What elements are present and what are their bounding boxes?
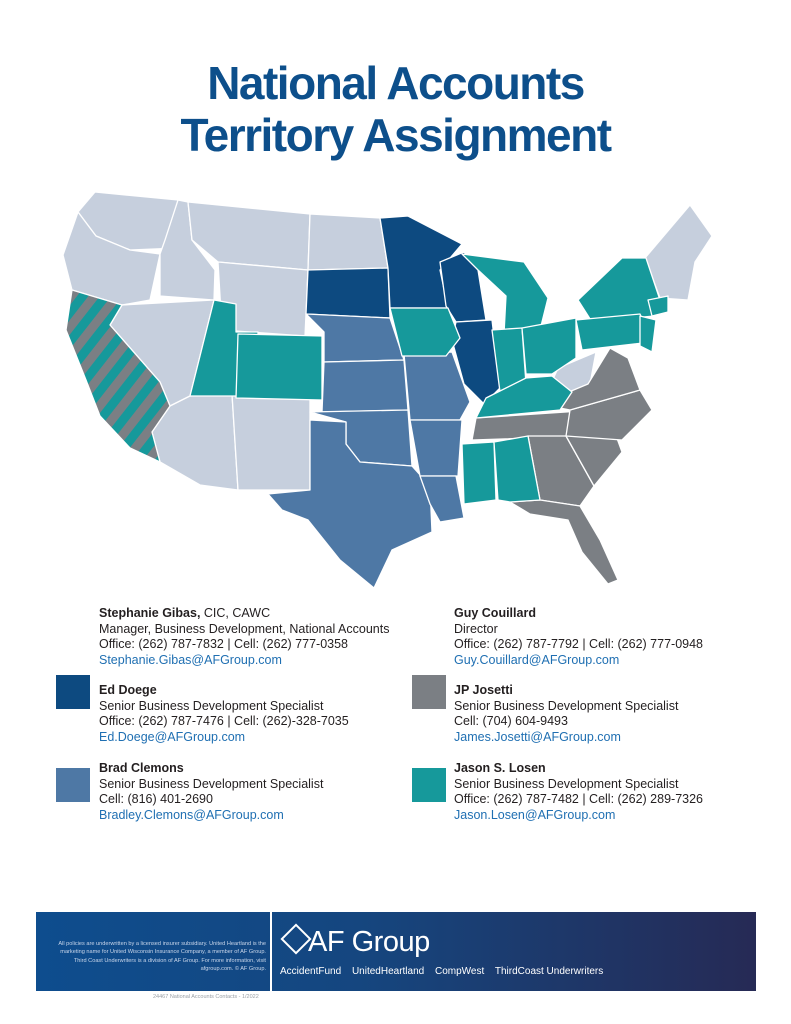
contact-guy-couillard: [454, 606, 703, 668]
subsidiary-logos: [280, 966, 611, 977]
compwest-logo: CompWest: [434, 966, 485, 977]
state-fl: [510, 500, 618, 584]
state-ny: [578, 258, 660, 322]
footer-divider: [270, 912, 272, 991]
footer-banner: [36, 912, 756, 991]
state-ia: [390, 308, 460, 356]
color-swatch-jp-josetti: [412, 675, 446, 709]
state-ks: [322, 360, 408, 412]
contact-role: Senior Business Development Specialist: [454, 776, 679, 791]
contact-phone: Office: (262) 787-7482 | Cell: (262) 289-7326: [454, 792, 703, 807]
contact-phone: Cell: (816) 401-2690: [99, 792, 213, 807]
third-coast-logo: ThirdCoast Underwriters: [494, 966, 604, 977]
state-nj: [640, 316, 656, 352]
af-group-brand: AF Group: [308, 926, 430, 958]
contact-name: Brad Clemons: [99, 761, 184, 775]
page-title-line-1: National Accounts: [207, 57, 584, 109]
contact-phone: Office: (262) 787-7792 | Cell: (262) 777-0948: [454, 637, 703, 652]
document-code: 24467 National Accounts Contacts - 1/2022: [153, 994, 259, 1000]
contact-name: Guy Couillard: [454, 606, 536, 620]
contact-email[interactable]: Ed.Doege@AFGroup.com: [99, 729, 246, 744]
contact-email[interactable]: James.Josetti@AFGroup.com: [454, 729, 621, 744]
contact-role: Senior Business Development Specialist: [454, 698, 679, 713]
footer-disclaimer: All policies are underwritten by a licensed insurer subsidiary. United Heartland is the marketing name for United Wisconsin Insurance Company, a member of AF Group. Third Coast Underwriters is a division of AF Group. For more information, visit afgroup.com. © AF Group.: [58, 941, 266, 973]
state-nd: [308, 214, 388, 270]
state-ms: [462, 442, 496, 504]
contact-email[interactable]: Jason.Losen@AFGroup.com: [454, 807, 616, 822]
state-sd: [306, 268, 390, 318]
contact-phone: Office: (262) 787-7476 | Cell: (262)-328-7035: [99, 714, 349, 729]
contact-jp-josetti: [454, 683, 678, 745]
state-ct: [648, 296, 668, 316]
page-title-line-2: Territory Assignment: [180, 109, 611, 161]
state-nm: [232, 394, 310, 490]
contact-name: JP Josetti: [454, 683, 513, 697]
contact-phone: Cell: (704) 604-9493: [454, 714, 568, 729]
contact-phone: Office: (262) 787-7832 | Cell: (262) 777-0358: [99, 637, 348, 652]
contact-email[interactable]: Guy.Couillard@AFGroup.com: [454, 652, 620, 667]
af-group-diamond-logo-icon: [280, 923, 311, 954]
contact-stephanie-gibas: [99, 606, 389, 668]
contact-credentials: CIC, CAWC: [200, 606, 271, 620]
contact-name: Jason S. Losen: [454, 761, 546, 775]
state-ar: [410, 420, 462, 476]
contact-email[interactable]: Stephanie.Gibas@AFGroup.com: [99, 652, 282, 667]
contact-role: Manager, Business Development, National Accounts: [99, 621, 390, 636]
contact-jason-losen: [454, 761, 703, 823]
contact-ed-doege: [99, 683, 349, 745]
united-heartland-logo: UnitedHeartland: [351, 966, 425, 977]
color-swatch-brad-clemons: [56, 768, 90, 802]
contact-brad-clemons: [99, 761, 323, 823]
color-swatch-ed-doege: [56, 675, 90, 709]
accident-fund-logo: AccidentFund: [280, 966, 342, 977]
color-swatch-jason-losen: [412, 768, 446, 802]
contact-email[interactable]: Bradley.Clemons@AFGroup.com: [99, 807, 284, 822]
contact-role: Senior Business Development Specialist: [99, 698, 324, 713]
contact-name: Stephanie Gibas,: [99, 606, 201, 620]
contact-role: Senior Business Development Specialist: [99, 776, 324, 791]
state-co: [236, 334, 322, 400]
contact-name: Ed Doege: [99, 683, 157, 697]
contact-role: Director: [454, 621, 498, 636]
